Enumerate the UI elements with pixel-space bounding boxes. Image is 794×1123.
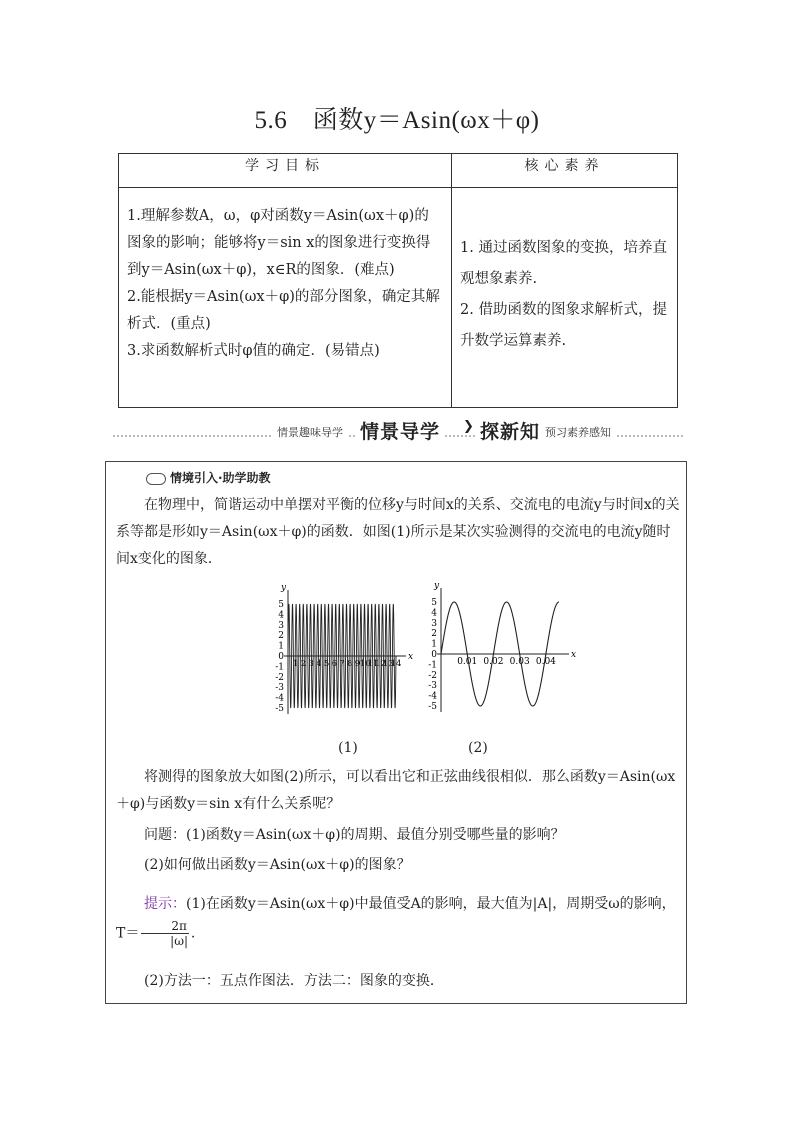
y-tick-label: 4 bbox=[431, 608, 437, 619]
x-tick-label: 8 bbox=[347, 659, 353, 669]
y-tick-label: -3 bbox=[275, 683, 284, 694]
y-tick-label: -4 bbox=[428, 691, 437, 702]
goal-item: 3.求函数解析式时φ值的确定．(易错点) bbox=[127, 343, 380, 359]
hint-paragraph-2: (2)方法一：五点作图法．方法二：图象的变换． bbox=[144, 973, 444, 989]
x-tick-label: 0.03 bbox=[509, 657, 530, 667]
banner-right-text: 预习素养感知 bbox=[541, 424, 615, 440]
hint-text-1: (1)在函数y＝Asin(ωx＋φ)中最值受A的影响，最大值为|A|，周期受ω的影响，T＝ bbox=[116, 896, 676, 942]
chart-ac-current bbox=[270, 583, 414, 728]
y-tick-label: 0 bbox=[431, 650, 437, 660]
banner-main-text-1: 情景导学 bbox=[357, 417, 443, 444]
x-tick-label: 0.01 bbox=[457, 657, 478, 667]
x-tick-label: 10 bbox=[359, 659, 371, 669]
y-tick-label: -5 bbox=[428, 702, 437, 712]
y-axis-label: y bbox=[281, 583, 287, 593]
question-2: (2)如何做出函数y＝Asin(ωx＋φ)的图象？ bbox=[144, 857, 411, 873]
fraction-denominator: |ω| bbox=[170, 934, 189, 948]
y-tick-label: 2 bbox=[431, 629, 437, 640]
y-tick-label: 5 bbox=[431, 598, 437, 608]
y-tick-label: 3 bbox=[431, 618, 437, 629]
x-tick-label: 1 bbox=[293, 659, 299, 669]
y-tick-label: -1 bbox=[275, 662, 284, 673]
page-title: 5.6 函数y＝Asin(ωx＋φ) bbox=[254, 107, 540, 134]
y-tick-label: 1 bbox=[278, 641, 284, 652]
hint-label: 提示： bbox=[144, 896, 186, 912]
figures bbox=[256, 581, 577, 758]
y-tick-label: -1 bbox=[428, 660, 437, 671]
banner-main-text-2: 探新知 bbox=[477, 417, 543, 444]
banner-arrow-icon: ❯ bbox=[463, 419, 475, 434]
x-tick-label: 0.04 bbox=[535, 657, 556, 667]
x-tick-label: 6 bbox=[331, 659, 337, 669]
table-header-goals: 学习目标 bbox=[119, 154, 452, 188]
hint-paragraph: 提示：(1)在函数y＝Asin(ωx＋φ)中最值受A的影响，最大值为|A|，周期受ω的影响，T＝ $\frac{2\pi}{|\omega|}$ . bbox=[116, 896, 676, 948]
x-tick-label: 12 bbox=[375, 659, 386, 669]
question-1: 问题：(1)函数y＝Asin(ωx＋φ)的周期、最值分别受哪些量的影响？ bbox=[144, 827, 565, 843]
x-axis-label: x bbox=[408, 652, 414, 662]
fraction-numerator: 2π bbox=[141, 919, 189, 934]
goal-item: 1.理解参数A，ω，φ对函数y＝Asin(ωx＋φ)的图象的影响；能够将y＝sin x的图象进行变换得到y＝Asin(ωx＋φ)，x∈R的图象．(难点) bbox=[127, 208, 431, 278]
y-tick-label: 5 bbox=[278, 600, 284, 610]
core-item: 2. 借助函数的图象求解析式，提升数学运算素养. bbox=[460, 302, 667, 349]
x-tick-label: 3 bbox=[308, 659, 314, 669]
y-tick-label: -2 bbox=[428, 670, 437, 681]
figure-caption-1: (1) bbox=[338, 740, 358, 756]
section-label-text: 情境引入·助学助教 bbox=[170, 471, 271, 485]
intro-paragraph: 在物理中，简谐运动中单摆对平衡的位移y与时间x的关系、交流电的电流y与时间x的关系等都是形如y＝Asin(ωx＋φ)的函数．如图(1)所示是某次实验测得的交流电的电流y随时间x变化的图象． bbox=[116, 497, 680, 567]
y-tick-label: -5 bbox=[275, 704, 284, 714]
period-fraction bbox=[141, 919, 189, 948]
chat-bubble-icon bbox=[146, 473, 166, 485]
section-banner bbox=[113, 417, 683, 443]
y-tick-label: 2 bbox=[278, 631, 284, 642]
y-tick-label: 3 bbox=[278, 620, 284, 631]
x-tick-label: 9 bbox=[354, 659, 361, 669]
series-line bbox=[288, 604, 396, 708]
y-axis-label: y bbox=[434, 581, 440, 591]
goals-cell bbox=[119, 188, 452, 408]
intro-box bbox=[105, 461, 687, 1004]
x-axis-label: x bbox=[571, 650, 577, 660]
x-tick-label: 14 bbox=[390, 659, 402, 669]
banner-left-text: 情景趣味导学 bbox=[273, 424, 347, 440]
chart-sine-zoom bbox=[421, 581, 581, 728]
x-tick-label: 13 bbox=[382, 659, 394, 669]
objectives-table bbox=[118, 153, 678, 408]
x-tick-label: 7 bbox=[339, 659, 345, 669]
y-tick-label: -3 bbox=[428, 681, 437, 692]
y-tick-label: -4 bbox=[275, 693, 284, 704]
x-tick-label: 11 bbox=[367, 659, 379, 669]
y-tick-label: -2 bbox=[275, 672, 284, 683]
y-tick-label: 0 bbox=[278, 652, 284, 662]
x-tick-label: 2 bbox=[300, 659, 307, 669]
table-header-core: 核心素养 bbox=[452, 154, 678, 188]
figure-caption-2: (2) bbox=[468, 740, 488, 756]
section-label bbox=[146, 469, 271, 486]
x-tick-label: 4 bbox=[316, 659, 322, 669]
paragraph-comparison: 将测得的图象放大如图(2)所示，可以看出它和正弦曲线很相似．那么函数y＝Asin(ωx＋φ)与函数y＝sin x有什么关系呢？ bbox=[116, 769, 676, 812]
x-tick-label: 0.02 bbox=[483, 657, 504, 667]
core-item: 1. 通过函数图象的变换，培养直观想象素养. bbox=[460, 240, 667, 287]
y-tick-label: 4 bbox=[278, 610, 284, 621]
x-tick-label: 5 bbox=[323, 659, 330, 669]
goal-item: 2.能根据y＝Asin(ωx＋φ)的部分图象，确定其解析式．(重点) bbox=[127, 289, 440, 332]
y-tick-label: 1 bbox=[431, 639, 437, 650]
core-cell bbox=[452, 188, 678, 408]
